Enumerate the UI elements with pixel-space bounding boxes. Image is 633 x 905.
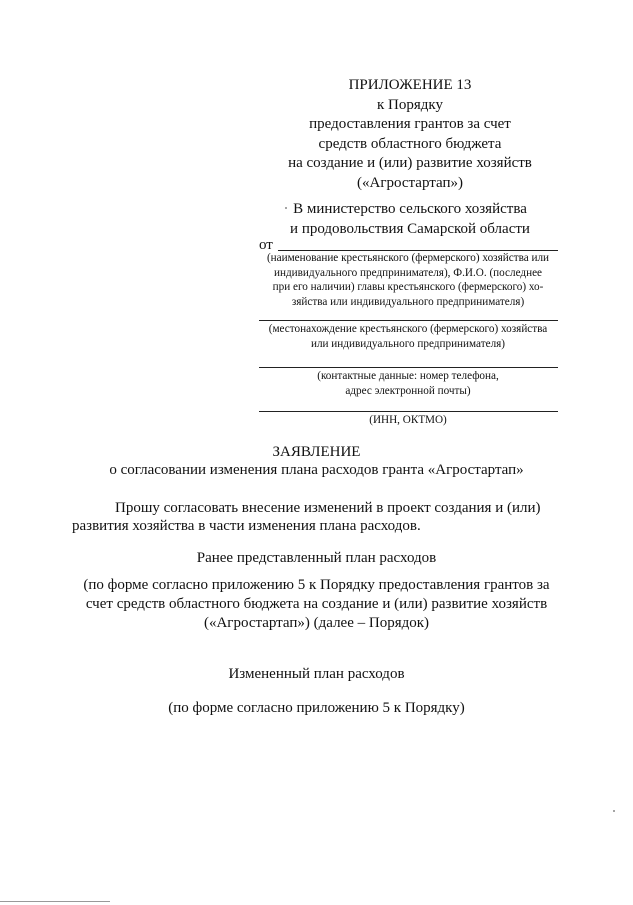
appendix-line: к Порядку xyxy=(377,96,443,113)
hint-line: (наименование крестьянского (фермерского) хозяйства или xyxy=(266,252,550,264)
previous-plan-heading: Ранее представленный план расходов xyxy=(196,550,437,566)
appendix-line: («Агростартап») xyxy=(357,174,463,191)
addressee-line: В министерство сельского хозяйства xyxy=(293,201,527,217)
appendix-header xyxy=(270,76,550,193)
scan-edge-mark xyxy=(0,901,110,902)
applicant-name-hint xyxy=(255,251,561,309)
hint-line: индивидуального предпринимателя), Ф.И.О. (последнее xyxy=(273,266,543,279)
appendix-line: на создание и (или) развитие хозяйств xyxy=(288,155,532,171)
hint-line: зяйства или индивидуального предпринимателя) xyxy=(291,295,525,308)
addressee-block xyxy=(270,199,550,239)
scan-mark xyxy=(285,207,287,209)
statement-subtitle: о согласовании изменения плана расходов гранта «Агростартап» xyxy=(109,462,524,478)
hint-line: или индивидуального предпринимателя) xyxy=(310,337,506,350)
note-line: счет средств областного бюджета на создание и (или) развитие хозяйств xyxy=(85,596,548,612)
changed-plan-heading: Измененный план расходов xyxy=(228,666,405,682)
changed-plan-note: (по форме согласно приложению 5 к Порядку) xyxy=(168,700,465,716)
hint-line: (контактные данные: номер телефона, xyxy=(317,370,499,382)
contacts-hint xyxy=(255,369,561,398)
hint-line: при его наличии) главы крестьянского (фермерского) хо- xyxy=(272,281,544,294)
appendix-line: средств областного бюджета xyxy=(318,135,502,152)
appendix-line: предоставления грантов за счет xyxy=(309,116,511,132)
note-line: (по форме согласно приложению 5 к Порядку предоставления грантов за xyxy=(83,577,550,593)
contacts-line xyxy=(259,367,558,368)
hint-line: (ИНН, ОКТМО) xyxy=(369,414,447,426)
addressee-line: и продовольствия Самарской области xyxy=(290,221,530,237)
location-hint xyxy=(255,322,561,351)
from-label: от xyxy=(259,237,273,253)
previous-plan-note xyxy=(0,576,633,633)
hint-line: (местонахождение крестьянского (фермерского) хозяйства xyxy=(268,323,548,335)
hint-line: адрес электронной почты) xyxy=(345,384,471,397)
scan-mark xyxy=(613,810,615,812)
appendix-number: ПРИЛОЖЕНИЕ 13 xyxy=(348,77,472,93)
location-line xyxy=(259,320,558,321)
statement-body-line: развития хозяйства в части изменения плана расходов. xyxy=(72,518,421,534)
statement-title: ЗАЯВЛЕНИЕ xyxy=(272,444,361,460)
statement-body-line: Прошу согласовать внесение изменений в проект создания и (или) xyxy=(115,500,541,516)
inn-line xyxy=(259,411,558,412)
inn-hint xyxy=(255,413,561,428)
note-line: («Агростартап») (далее – Порядок) xyxy=(203,615,430,631)
